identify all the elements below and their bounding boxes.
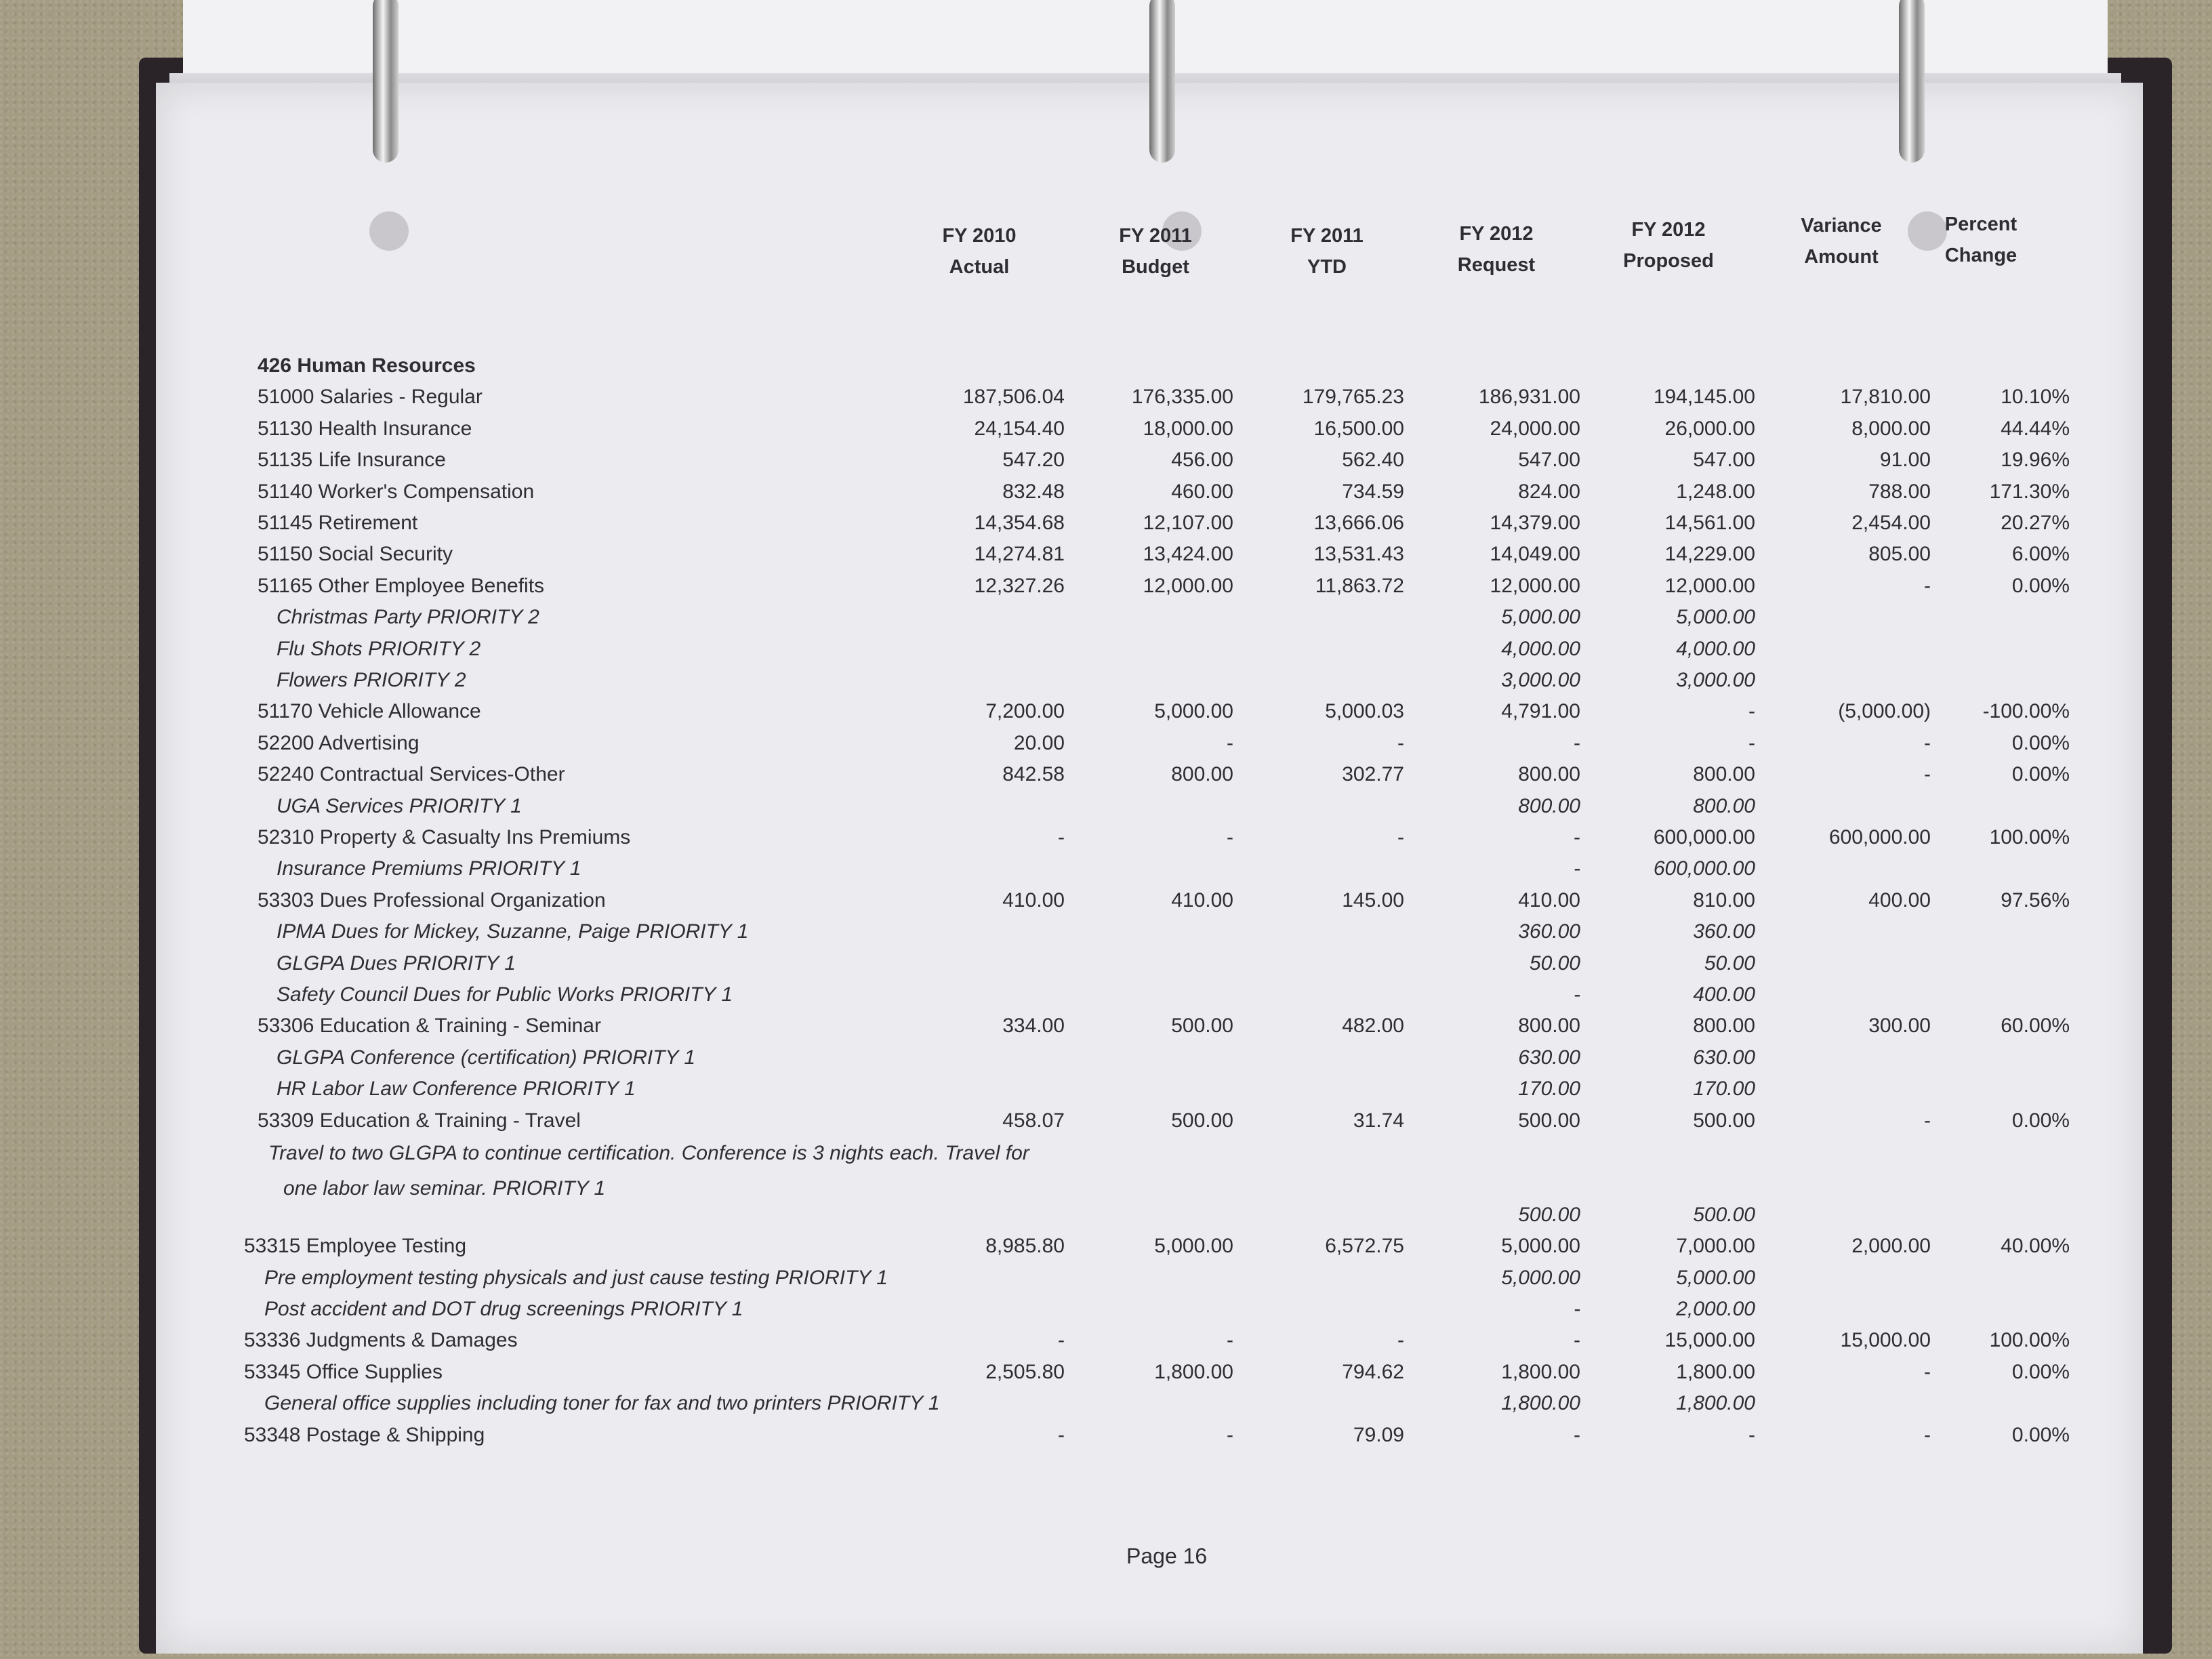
line-item-row [0,697,2212,726]
cell-value: 800.00 [1518,1015,1580,1038]
row-label: 426 Human Resources [258,354,476,377]
cell-value: 547.00 [1518,449,1580,472]
cell-value: - [1574,1298,1580,1320]
detail-row [0,854,2212,884]
cell-value: 1,800.00 [1501,1392,1580,1415]
cell-value: - [1574,857,1580,880]
cell-value: - [1227,731,1233,754]
cell-value: 4,791.00 [1501,700,1580,723]
column-header-line: Percent [1944,213,2018,235]
cell-value: 400.00 [1693,983,1755,1006]
cell-value: 24,000.00 [1490,417,1580,440]
cell-value: 170.00 [1693,1078,1755,1101]
travel-note-line: Travel to two GLGPA to continue certification. Conference is 3 nights each. Travel for [268,1142,1029,1164]
cell-value: - [1574,1423,1580,1446]
row-label: 53315 Employee Testing [244,1235,467,1258]
column-header [1767,210,1916,272]
cell-value: 0.00% [2011,1423,2070,1446]
column-header-line: Variance [1801,215,1882,237]
column-header-line: YTD [1307,256,1347,278]
line-item-row [0,729,2212,758]
cell-value: 13,424.00 [1143,543,1233,566]
cell-value: 794.62 [1342,1360,1404,1383]
cell-value: - [1748,731,1755,754]
cell-value: 800.00 [1693,763,1755,786]
cell-value: 2,454.00 [1851,512,1931,534]
cell-value: - [1058,1329,1065,1352]
cell-value: - [1924,574,1931,597]
cell-value: 171.30% [1989,480,2070,503]
cell-value: 12,000.00 [1490,574,1580,597]
cell-value: 194,145.00 [1653,386,1755,409]
line-item-row [0,414,2212,444]
cell-value: - [1924,763,1931,786]
cell-value: 1,248.00 [1676,480,1755,503]
cell-value: 734.59 [1342,480,1404,503]
cell-value: 458.07 [1002,1109,1065,1132]
cell-value: - [1227,1329,1233,1352]
cell-value: - [1397,1329,1404,1352]
cell-value: 7,200.00 [985,700,1065,723]
cell-value: 842.58 [1002,763,1065,786]
column-header-line: Budget [1122,256,1189,278]
detail-row [0,1389,2212,1418]
cell-value: 179,765.23 [1302,386,1404,409]
row-label: GLGPA Conference (certification) PRIORITY 1 [276,1046,696,1069]
cell-value: 456.00 [1171,449,1233,472]
column-header [1594,214,1743,276]
detail-row [0,1294,2212,1324]
page-number: Page 16 [1126,1544,1208,1568]
cell-value: 24,154.40 [974,417,1065,440]
row-label: HR Labor Law Conference PRIORITY 1 [276,1078,636,1101]
cell-value: 7,000.00 [1676,1235,1755,1258]
row-label: UGA Services PRIORITY 1 [276,794,522,817]
cell-value: 360.00 [1518,920,1580,943]
cell-value: - [1924,1423,1931,1446]
detail-row [0,1200,2212,1230]
column-header [1906,209,2055,271]
cell-value: - [1058,826,1065,848]
cell-value: - [1574,1329,1580,1352]
detail-row [0,917,2212,947]
cell-value: 800.00 [1518,763,1580,786]
cell-value: - [1397,731,1404,754]
cell-value: 10.10% [2001,386,2070,409]
cell-value: (5,000.00) [1838,700,1931,723]
cell-value: 800.00 [1693,794,1755,817]
section-row [0,351,2212,381]
cell-value: 562.40 [1342,449,1404,472]
cell-value: - [1227,826,1233,848]
cell-value: 13,531.43 [1313,543,1404,566]
row-label: 53348 Postage & Shipping [244,1423,485,1446]
cell-value: 810.00 [1693,888,1755,912]
cell-value: 4,000.00 [1676,637,1755,660]
cell-value: 600,000.00 [1653,826,1755,848]
cell-value: 547.20 [1002,449,1065,472]
cell-value: 17,810.00 [1840,386,1931,409]
cell-value: 547.00 [1693,449,1755,472]
cell-value: 2,000.00 [1676,1298,1755,1320]
line-item-row [0,1231,2212,1261]
cell-value: 0.00% [2011,1109,2070,1132]
cell-value: 100.00% [1989,826,2070,848]
cell-value: 1,800.00 [1676,1360,1755,1383]
row-label: Flowers PRIORITY 2 [276,669,466,691]
cell-value: 5,000.00 [1154,1235,1233,1258]
row-label: 51135 Life Insurance [258,449,446,472]
cell-value: 79.09 [1353,1423,1404,1446]
row-label: IPMA Dues for Mickey, Suzanne, Paige PRIORITY 1 [276,920,749,943]
column-header-line: FY 2011 [1119,225,1192,247]
row-label: 51145 Retirement [258,512,418,534]
row-label: Pre employment testing physicals and just cause testing PRIORITY 1 [264,1266,888,1289]
cell-value: 14,274.81 [974,543,1065,566]
cell-value: - [1574,983,1580,1006]
cell-value: 1,800.00 [1676,1392,1755,1415]
cell-value: 3,000.00 [1676,669,1755,691]
row-label: 51140 Worker's Compensation [258,480,535,503]
cell-value: 19.96% [2001,449,2070,472]
cell-value: 600,000.00 [1653,857,1755,880]
cell-value: 26,000.00 [1664,417,1755,440]
line-item-row [0,508,2212,538]
row-label: 51150 Social Security [258,543,453,566]
detail-row [0,1074,2212,1104]
cell-value: 5,000.00 [1501,1235,1580,1258]
row-label: Post accident and DOT drug screenings PRIORITY 1 [264,1298,743,1320]
travel-note [268,1136,1149,1206]
row-label: 51165 Other Employee Benefits [258,574,545,597]
cell-value: 44.44% [2001,417,2070,440]
cell-value: 187,506.04 [962,386,1065,409]
cell-value: 410.00 [1002,888,1065,912]
line-item-row [0,571,2212,601]
cell-value: 4,000.00 [1501,637,1580,660]
cell-value: 11,863.72 [1315,574,1404,597]
cell-value: 5,000.00 [1501,1266,1580,1289]
cell-value: 97.56% [2001,888,2070,912]
line-item-row [0,823,2212,853]
cell-value: 5,000.03 [1325,700,1404,723]
row-label: Flu Shots PRIORITY 2 [276,637,481,660]
row-label: 53303 Dues Professional Organization [258,888,606,912]
cell-value: 14,229.00 [1664,543,1755,566]
cell-value: 31.74 [1353,1109,1404,1132]
cell-value: - [1748,1423,1755,1446]
cell-value: 824.00 [1518,480,1580,503]
cell-value: 2,505.80 [985,1360,1065,1383]
line-item-row [0,539,2212,569]
cell-value: 500.00 [1518,1203,1580,1226]
cell-value: 500.00 [1171,1015,1233,1038]
cell-value: 100.00% [1989,1329,2070,1352]
cell-value: 60.00% [2001,1015,2070,1038]
cell-value: 50.00 [1704,951,1755,975]
cell-value: 500.00 [1171,1109,1233,1132]
cell-value: 400.00 [1868,888,1931,912]
cell-value: 460.00 [1171,480,1233,503]
line-item-row [0,445,2212,475]
row-label: General office supplies including toner for fax and two printers PRIORITY 1 [264,1392,940,1415]
row-label: 53309 Education & Training - Travel [258,1109,581,1132]
cell-value: 410.00 [1518,888,1580,912]
cell-value: 5,000.00 [1676,606,1755,629]
cell-value: 5,000.00 [1501,606,1580,629]
cell-value: 20.00 [1013,731,1065,754]
cell-value: 360.00 [1693,920,1755,943]
cell-value: 0.00% [2011,1360,2070,1383]
cell-value: - [1924,731,1931,754]
cell-value: 0.00% [2011,763,2070,786]
cell-value: 6,572.75 [1325,1235,1404,1258]
cell-value: 91.00 [1879,449,1931,472]
column-header-line: Change [1944,245,2018,266]
column-header-line: FY 2010 [942,225,1017,247]
cell-value: 832.48 [1002,480,1065,503]
cell-value: 0.00% [2011,574,2070,597]
detail-row [0,602,2212,632]
row-label: Christmas Party PRIORITY 2 [276,606,539,629]
cell-value: - [1748,700,1755,723]
line-item-row [0,886,2212,916]
cell-value: 482.00 [1342,1015,1404,1038]
cell-value: 15,000.00 [1840,1329,1931,1352]
cell-value: 334.00 [1002,1015,1065,1038]
cell-value: 145.00 [1342,888,1404,912]
cell-value: 302.77 [1342,763,1404,786]
cell-value: 176,335.00 [1131,386,1233,409]
detail-row [0,1263,2212,1293]
cell-value: 500.00 [1518,1109,1580,1132]
cell-value: - [1924,1109,1931,1132]
line-item-row [0,477,2212,507]
detail-row [0,1043,2212,1073]
cell-value: - [1574,731,1580,754]
column-header [1081,220,1230,283]
column-header-line: FY 2012 [1459,223,1534,245]
cell-value: 12,000.00 [1143,574,1233,597]
column-header-line: Amount [1804,246,1879,268]
column-header-line: Request [1457,254,1536,276]
cell-value: 600,000.00 [1828,826,1931,848]
cell-value: 12,327.26 [974,574,1065,597]
line-item-row [0,382,2212,412]
cell-value: - [1227,1423,1233,1446]
cell-value: 630.00 [1518,1046,1580,1069]
cell-value: 0.00% [2011,731,2070,754]
cell-value: 40.00% [2001,1235,2070,1258]
row-label: 53345 Office Supplies [244,1360,443,1383]
detail-row [0,980,2212,1010]
line-item-row [0,1106,2212,1136]
row-label: GLGPA Dues PRIORITY 1 [276,951,516,975]
cell-value: 14,049.00 [1490,543,1580,566]
line-item-row [0,1011,2212,1041]
cell-value: 1,800.00 [1154,1360,1233,1383]
cell-value: 8,000.00 [1851,417,1931,440]
cell-value: 800.00 [1693,1015,1755,1038]
cell-value: 500.00 [1693,1109,1755,1132]
line-item-row [0,1420,2212,1450]
cell-value: 15,000.00 [1664,1329,1755,1352]
column-header-line: Actual [949,256,1010,278]
row-label: 52200 Advertising [258,731,419,754]
detail-row [0,665,2212,695]
cell-value: 8,985.80 [985,1235,1065,1258]
cell-value: -100.00% [1982,700,2070,723]
cell-value: 13,666.06 [1313,512,1404,534]
column-header [1252,220,1401,283]
line-item-row [0,760,2212,790]
row-label: 51170 Vehicle Allowance [258,700,481,723]
row-label: 51130 Health Insurance [258,417,472,440]
row-label: 53336 Judgments & Damages [244,1329,518,1352]
detail-row [0,949,2212,979]
column-header-line: FY 2011 [1290,225,1364,247]
cell-value: 20.27% [2001,512,2070,534]
cell-value: 14,354.68 [974,512,1065,534]
cell-value: 788.00 [1868,480,1931,503]
column-header [905,220,1054,283]
cell-value: 410.00 [1171,888,1233,912]
cell-value: 170.00 [1518,1078,1580,1101]
cell-value: 186,931.00 [1478,386,1580,409]
row-label: 52240 Contractual Services-Other [258,763,565,786]
cell-value: 800.00 [1171,763,1233,786]
column-header [1422,218,1571,281]
cell-value: 12,107.00 [1143,512,1233,534]
row-label: 53306 Education & Training - Seminar [258,1015,601,1038]
detail-row [0,634,2212,664]
cell-value: - [1574,826,1580,848]
cell-value: 14,379.00 [1490,512,1580,534]
cell-value: 300.00 [1868,1015,1931,1038]
row-label: Insurance Premiums PRIORITY 1 [276,857,581,880]
cell-value: 16,500.00 [1313,417,1404,440]
cell-value: 5,000.00 [1154,700,1233,723]
row-label: 52310 Property & Casualty Ins Premiums [258,826,631,848]
cell-value: - [1058,1423,1065,1446]
row-label: 51000 Salaries - Regular [258,386,483,409]
cell-value: 805.00 [1868,543,1931,566]
column-header-line: Proposed [1623,250,1714,272]
cell-value: 1,800.00 [1501,1360,1580,1383]
cell-value: 500.00 [1693,1203,1755,1226]
line-item-row [0,1326,2212,1355]
cell-value: - [1397,826,1404,848]
cell-value: 630.00 [1693,1046,1755,1069]
cell-value: 3,000.00 [1501,669,1580,691]
detail-row [0,792,2212,821]
cell-value: 6.00% [2011,543,2070,566]
cell-value: 18,000.00 [1143,417,1233,440]
cell-value: 800.00 [1518,794,1580,817]
line-item-row [0,1357,2212,1387]
cell-value: 14,561.00 [1664,512,1755,534]
travel-note-line: one labor law seminar. PRIORITY 1 [283,1177,606,1200]
column-header-line: FY 2012 [1631,219,1706,241]
cell-value: 50.00 [1529,951,1580,975]
cell-value: - [1924,1360,1931,1383]
cell-value: 5,000.00 [1676,1266,1755,1289]
row-label: Safety Council Dues for Public Works PRIORITY 1 [276,983,733,1006]
cell-value: 12,000.00 [1664,574,1755,597]
cell-value: 2,000.00 [1851,1235,1931,1258]
